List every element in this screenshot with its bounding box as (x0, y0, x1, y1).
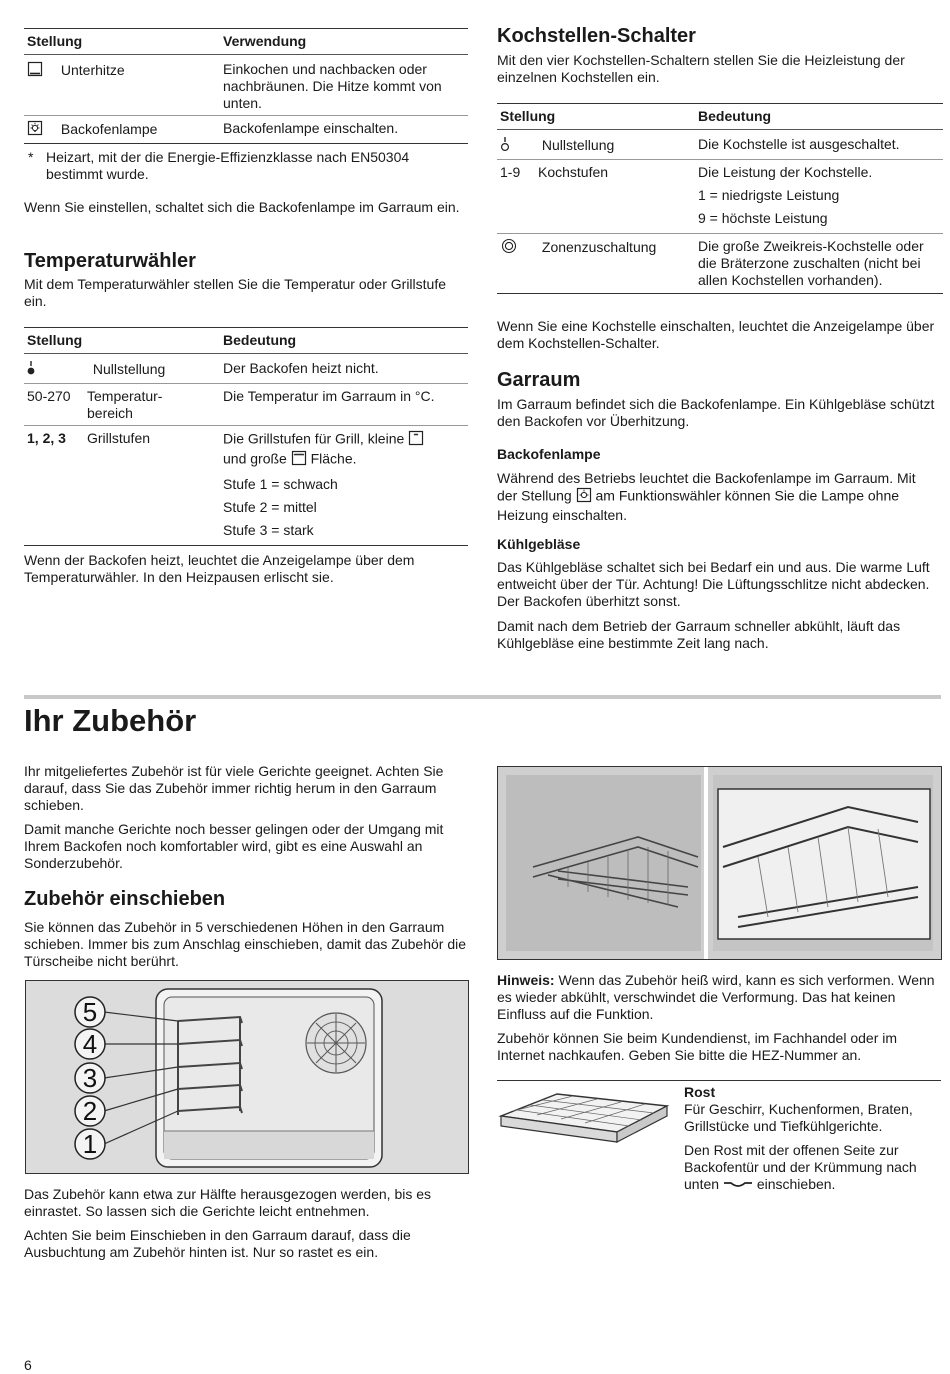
cavity-intro: Im Garraum befindet sich die Backofenlampe. Ein Kühlgebläse schützt den Backofen vor Überhitzung. (497, 396, 935, 429)
accessories-heading: Ihr Zubehör (24, 703, 197, 738)
rack-image (497, 1088, 673, 1150)
hint-text: Wenn das Zubehör heiß wird, kann es sich verformen. Wenn es wieder abkühlt, verschwindet die Verformung. Das hat keinen Einfluss auf die Funktion. (497, 972, 935, 1022)
table-row (24, 116, 468, 144)
hint-label: Hinweis: (497, 972, 555, 988)
table-row (24, 426, 468, 546)
shelf-level-label: 3 (82, 1063, 98, 1093)
dual-zone-icon (500, 238, 534, 258)
footnote-text: Heizart, mit der die Energie-Effizienzklasse nach EN50304 bestimmt wurde. (46, 149, 410, 182)
function-table-section (24, 28, 468, 183)
meaning-text: Die Temperatur im Garraum in °C. (220, 384, 468, 426)
oven-lamp-text-b: am Funktionswähler können Sie die Lampe ohne Heizung einschalten. (497, 487, 900, 523)
position-label: Zonenzuschaltung (541, 238, 657, 255)
oven-lamp-icon (576, 487, 592, 507)
insert-accessories-heading: Zubehör einschieben (24, 888, 226, 910)
use-text: Backofenlampe einschalten. (220, 116, 468, 144)
position-label: Backofenlampe (60, 120, 158, 137)
position-code: 1-9 (500, 164, 521, 180)
cooling-fan-heading: Kühlgebläse (497, 536, 581, 552)
meaning-text: Die Kochstelle ist ausgeschaltet. (698, 136, 900, 152)
level-high: 9 = höchste Leistung (698, 210, 828, 226)
special-accessories-text: Damit manche Gerichte noch besser gelingen oder der Umgang mit Ihrem Backofen noch komfortabler wird, gibt es eine Auswahl an Sonderzubehör. (24, 821, 444, 871)
rack-insertion-illustration (497, 766, 942, 960)
rack-usage-text: Für Geschirr, Kuchenformen, Braten, Grillstücke und Tiefkühlgerichte. (684, 1101, 913, 1134)
grill-level-2: Stufe 2 = mittel (223, 499, 317, 515)
position-label: Unterhitze (60, 61, 125, 78)
position-label: Nullstellung (541, 136, 615, 153)
hob-table (497, 103, 943, 294)
rack-insert-text (684, 1142, 942, 1194)
col-header-use: Verwendung (220, 29, 468, 55)
shelf-level-label: 4 (82, 1029, 98, 1059)
col-header-meaning: Bedeutung (220, 328, 468, 354)
bulge-hint-text: Achten Sie beim Einschieben in den Garraum darauf, dass die Ausbuchtung am Zubehör hinten ist. Nur so rastet es ein. (24, 1227, 411, 1260)
shelf-level-label: 5 (82, 997, 98, 1027)
position-label: Nullstellung (92, 360, 166, 377)
table-row (497, 234, 943, 294)
hob-switch-heading: Kochstellen-Schalter (497, 25, 696, 47)
small-grill-icon (408, 430, 424, 450)
temperature-table (24, 327, 468, 546)
position-label: Temperatur- bereich (87, 388, 163, 421)
cooling-fan-text: Das Kühlgebläse schaltet sich bei Bedarf ein und aus. Die warme Luft entweicht über der Tür. Achtung! Die Lüftungsschlitze nicht abdecken. Der Backofen überhitzt sonst. (497, 559, 930, 609)
col-header-meaning: Bedeutung (695, 104, 943, 130)
grill-level-3: Stufe 3 = stark (223, 522, 314, 538)
hint-paragraph (497, 972, 941, 1023)
table-row (497, 160, 943, 234)
zero-position-icon (27, 360, 85, 380)
oven-lamp-text (497, 470, 939, 524)
table-row (497, 130, 943, 160)
meaning-text: Die Leistung der Kochstelle. (698, 164, 873, 180)
level-low: 1 = niedrigste Leistung (698, 187, 840, 203)
curve-down-icon (723, 1177, 753, 1194)
use-text: Einkochen und nachbacken oder nachbräunen. Die Hitze kommt von unten. (223, 61, 442, 111)
meaning-text: Fläche. (310, 450, 357, 467)
lamp-paragraph: Wenn Sie einstellen, schaltet sich die Backofenlampe im Garraum ein. (24, 199, 460, 215)
position-code: 1, 2, 3 (27, 430, 66, 446)
section-divider (24, 695, 941, 699)
pull-out-text: Das Zubehör kann etwa zur Hälfte herausgezogen werden, bis es einrastet. So lassen sich die Gerichte leicht entnehmen. (24, 1186, 432, 1219)
table-row (24, 354, 468, 384)
table-row (24, 55, 468, 116)
meaning-text: und große (223, 450, 287, 467)
temperature-intro: Mit dem Temperaturwähler stellen Sie die Temperatur oder Grillstufe ein. (24, 276, 447, 309)
function-table (24, 28, 468, 144)
rack-separator (497, 1080, 941, 1081)
insert-accessories-text: Sie können das Zubehör in 5 verschiedenen Höhen in den Garraum schieben. Immer bis zum Anschlag einschieben, damit das Zubehör die Türscheibe nicht berührt. (24, 919, 467, 969)
rack-heading: Rost (684, 1084, 716, 1100)
rack-insert-text-b: einschieben. (756, 1176, 836, 1192)
temperature-table-section (24, 327, 468, 546)
oven-lamp-icon (27, 120, 43, 140)
cavity-heading: Garraum (497, 369, 581, 391)
position-label: Grillstufen (87, 430, 151, 446)
bottom-heat-icon (27, 61, 43, 81)
col-header-position: Stellung (24, 328, 220, 354)
col-header-position: Stellung (24, 29, 220, 55)
temperature-after-text: Wenn der Backofen heizt, leuchtet die Anzeigelampe über dem Temperaturwähler. In den Heizpausen erlischt sie. (24, 552, 415, 585)
footnote-mark: * (28, 149, 34, 165)
hob-after-text: Wenn Sie eine Kochstelle einschalten, leuchtet die Anzeigelampe über dem Kochstellen-Schalter. (497, 318, 935, 351)
oven-lamp-heading: Backofenlampe (497, 446, 601, 462)
shelf-levels-illustration (25, 980, 469, 1174)
hob-table-section (497, 103, 943, 294)
table-row (24, 384, 468, 426)
col-header-position: Stellung (497, 104, 695, 130)
position-label: Kochstufen (538, 164, 609, 180)
rack-insert-text-a: Den Rost mit der offenen Seite zur Backofentür und der Krümmung nach unten (684, 1142, 917, 1192)
position-code: 50-270 (27, 388, 71, 404)
accessories-intro: Ihr mitgeliefertes Zubehör ist für viele Gerichte geeignet. Achten Sie darauf, dass Sie das Zubehör immer richtig herum in den Garraum schieben. (24, 763, 444, 813)
oven-lamp-text-a: Während des Betriebs leuchtet die Backofenlampe im Garraum. Mit der Stellung (497, 470, 916, 504)
grill-level-1: Stufe 1 = schwach (223, 476, 338, 492)
cooling-fan-afterrun-text: Damit nach dem Betrieb der Garraum schneller abkühlt, läuft das Kühlgebläse eine bestimmte Zeit lang nach. (497, 618, 901, 651)
shelf-level-label: 2 (82, 1096, 98, 1126)
page-number: 6 (24, 1357, 32, 1373)
large-grill-icon (291, 450, 307, 470)
temperature-heading: Temperaturwähler (24, 250, 196, 272)
meaning-text: Die Grillstufen für Grill, kleine (223, 430, 405, 447)
meaning-text: Der Backofen heizt nicht. (223, 360, 379, 376)
shelf-level-label: 1 (82, 1129, 98, 1159)
footnote (24, 144, 468, 183)
reorder-text: Zubehör können Sie beim Kundendienst, im Fachhandel oder im Internet nachkaufen. Geben Sie bitte die HEZ-Nummer an. (497, 1030, 898, 1063)
hob-switch-intro: Mit den vier Kochstellen-Schaltern stellen Sie die Heizleistung der einzelnen Kochstellen ein. (497, 52, 905, 85)
meaning-text: Die große Zweikreis-Kochstelle oder die Bräterzone zuschalten (nicht bei allen Kochstellen vorhanden). (695, 234, 943, 294)
zero-position-icon (500, 136, 534, 156)
